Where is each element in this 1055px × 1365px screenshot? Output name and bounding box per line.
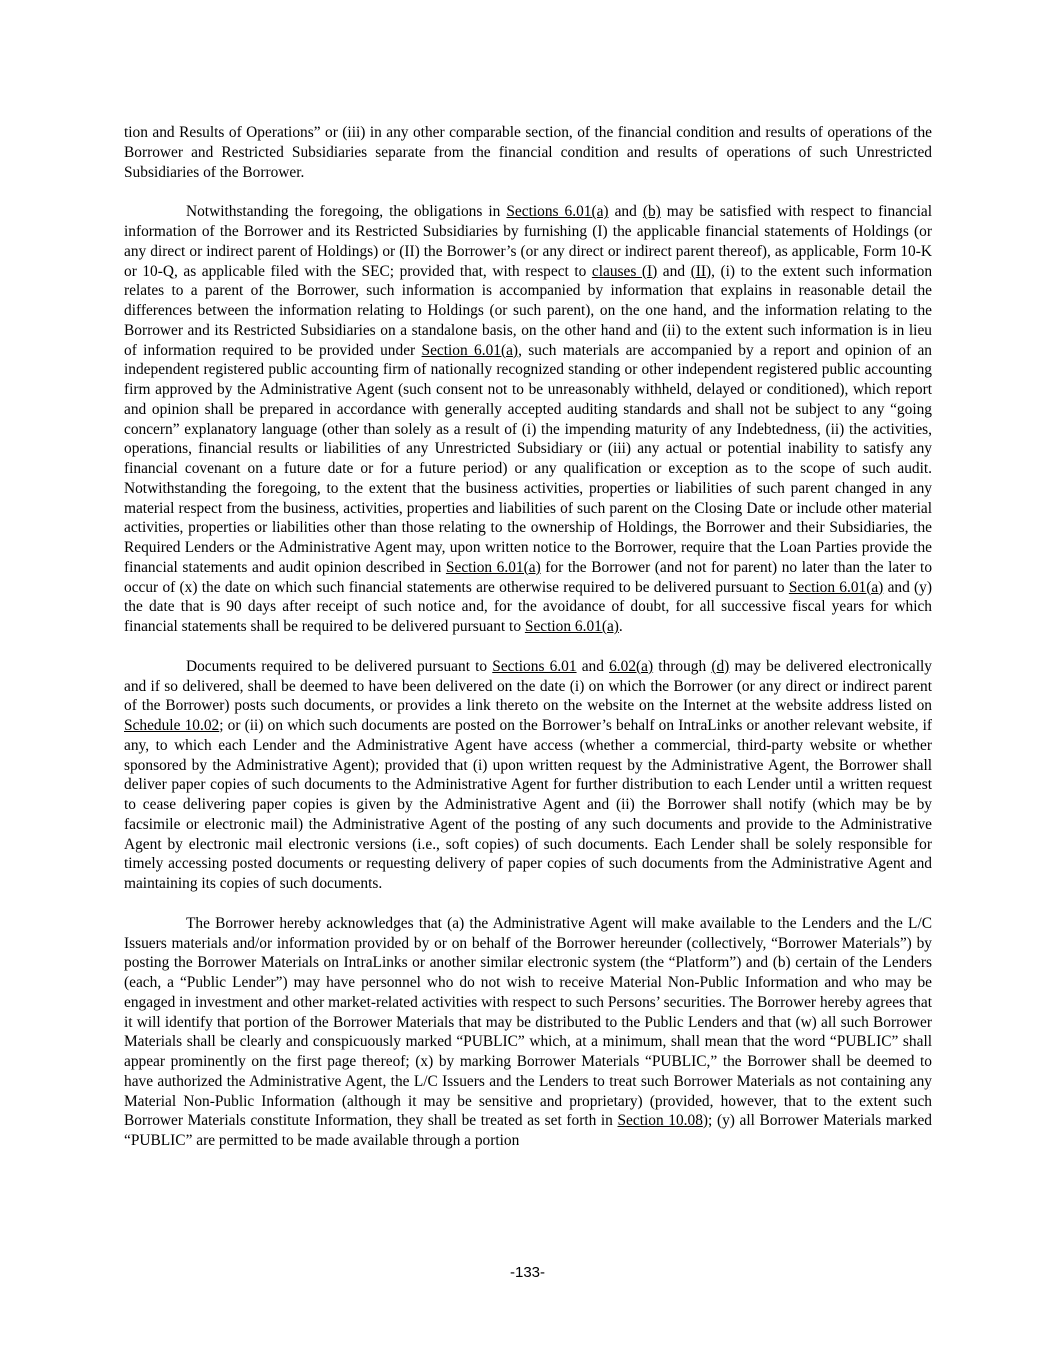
paragraph-continuation: tion and Results of Operations” or (iii) in any other comparable section, of the financial condition and results of operations of the Borrower and Restricted Subsidiaries separate from the financial condition and results of operations of such Unrestricted Subsidiaries of the Borrower.	[124, 124, 932, 181]
schedule-reference: Schedule 10.02	[124, 717, 220, 734]
section-reference: (d)	[711, 657, 730, 675]
section-reference: Section 10.08	[617, 1112, 703, 1130]
section-reference: Section 6.01(a)	[421, 341, 519, 359]
section-reference: (b)	[642, 203, 661, 221]
paragraph-borrower-acknowledges: The Borrower hereby acknowledges that (a) the Administrative Agent will make available to the Lenders and the L/C Issuers materials and/or information provided by or on behalf of the Borrower hereunder (collectively, “Borrower Materials”) by posting the Borrower Materials on IntraLinks or another similar electronic system (the “Platform”) and (b) certain of the Lenders (each, a “Public Lender”) may have personnel who do not wish to receive Material Non-Public Information and who may be engaged in investment and other market-related activities with respect to such Persons’ securities. The Borrower hereby agrees that it will identify that portion of the Borrower Materials that may be distributed to the Public Lenders and that (w) all such Borrower Materials shall be clearly and conspicuously marked “PUBLIC” which, at a minimum, shall mean that the word “PUBLIC” shall appear prominently on the first page thereof; (x) by marking Borrower Materials “PUBLIC,” the Borrower shall be deemed to have authorized the Administrative Agent, the L/C Issuers and the Lenders to treat such Borrower Materials as not containing any Material Non-Public Information (although it may be sensitive and proprietary) (provided, however, that to the extent such Borrower Materials constitute Information, they shall be treated as set forth in Section 10.08); (y) all Borrower Materials marked “PUBLIC” are permitted to be made available through a portion	[124, 914, 932, 1149]
clause-reference: clauses (I)	[591, 262, 658, 280]
section-reference: Section 6.01(a)	[445, 558, 541, 576]
clause-reference: (II)	[690, 262, 712, 280]
section-reference: Sections 6.01(a)	[506, 203, 609, 221]
section-reference: Section 6.01(a)	[788, 578, 884, 596]
section-reference: 6.02(a)	[609, 657, 654, 675]
page-number: -133-	[509, 1264, 546, 1281]
document-body	[124, 123, 932, 1151]
paragraph-documents-required: Documents required to be delivered pursuant to Sections 6.01 and 6.02(a) through (d) may be delivered electronically and if so delivered, shall be deemed to have been delivered on the date (i) on which the Borrower (or any direct or indirect parent of the Borrower) posts such documents, or provides a link thereto on the website on the Internet at the website address listed on Schedule 10.02; or (ii) on which such documents are posted on the Borrower’s behalf on IntraLinks or another relevant website, if any, to which each Lender and the Administrative Agent have access (whether a commercial, third-party website or whether sponsored by the Administrative Agent); provided that (i) upon written request by the Administrative Agent, the Borrower shall deliver paper copies of such documents to the Administrative Agent for further distribution to each Lender until a written request to cease delivering paper copies is given by the Administrative Agent and (ii) the Borrower shall notify (which may be by facsimile or electronic mail) the Administrative Agent of the posting of any such documents and provide to the Administrative Agent by electronic mail electronic versions (i.e., soft copies) of such documents. Each Lender shall be solely responsible for timely accessing posted documents or requesting delivery of paper copies of such documents from the Administrative Agent and maintaining its copies of such documents.	[124, 657, 932, 892]
paragraph-notwithstanding: Notwithstanding the foregoing, the obligations in Sections 6.01(a) and (b) may be satisfied with respect to financial information of the Borrower and its Restricted Subsidiaries by furnishing (I) the applicable financial statements of Holdings (or any direct or indirect parent of Holdings) or (II) the Borrower’s (or any direct or indirect parent thereof), as applicable, Form 10-K or 10-Q, as applicable filed with the SEC; provided that, with respect to clauses (I) and (II), (i) to the extent such information relates to a parent of the Borrower, such information is accompanied by information that explains in reasonable detail the differences between the information relating to Holdings (or such parent), on the one hand, and the information relating to the Borrower and its Restricted Subsidiaries on a standalone basis, on the other hand and (ii) to the extent such information is in lieu of information required to be provided under Section 6.01(a), such materials are accompanied by a report and opinion of an independent registered public accounting firm of nationally recognized standing or other independent registered public accounting firm approved by the Administrative Agent (such consent not to be unreasonably withheld, delayed or conditioned), which report and opinion shall be prepared in accordance with generally accepted auditing standards and shall not be subject to any “going concern” explanatory language (other than solely as a result of (i) the impending maturity of any Indebtedness, (ii) the activities, operations, financial results or liabilities of any Unrestricted Subsidiary or (iii) any actual or potential inability to satisfy any financial covenant on a future date or for a future period) or any qualification or exception as to the scope of such audit. Notwithstanding the foregoing, to the extent that the business activities, properties or liabilities of such parent changed in any material respect from the business, activities, properties and liabilities of such parent on the Closing Date or include other material activities, properties or liabilities other than those relating to the ownership of Holdings, the Borrower and their Subsidiaries, the Required Lenders or the Administrative Agent may, upon written notice to the Borrower, require that the Loan Parties provide the financial statements and audit opinion described in Section 6.01(a) for the Borrower (and not for parent) no later than the later to occur of (x) the date on which such financial statements are otherwise required to be delivered pursuant to Section 6.01(a) and (y) the date that is 90 days after receipt of such notice and, for the avoidance of doubt, for all successive fiscal years for which financial statements shall be required to be delivered pursuant to Section 6.01(a).	[124, 203, 933, 635]
section-reference: Section 6.01(a)	[524, 618, 619, 635]
section-reference: Sections 6.01	[492, 657, 577, 675]
